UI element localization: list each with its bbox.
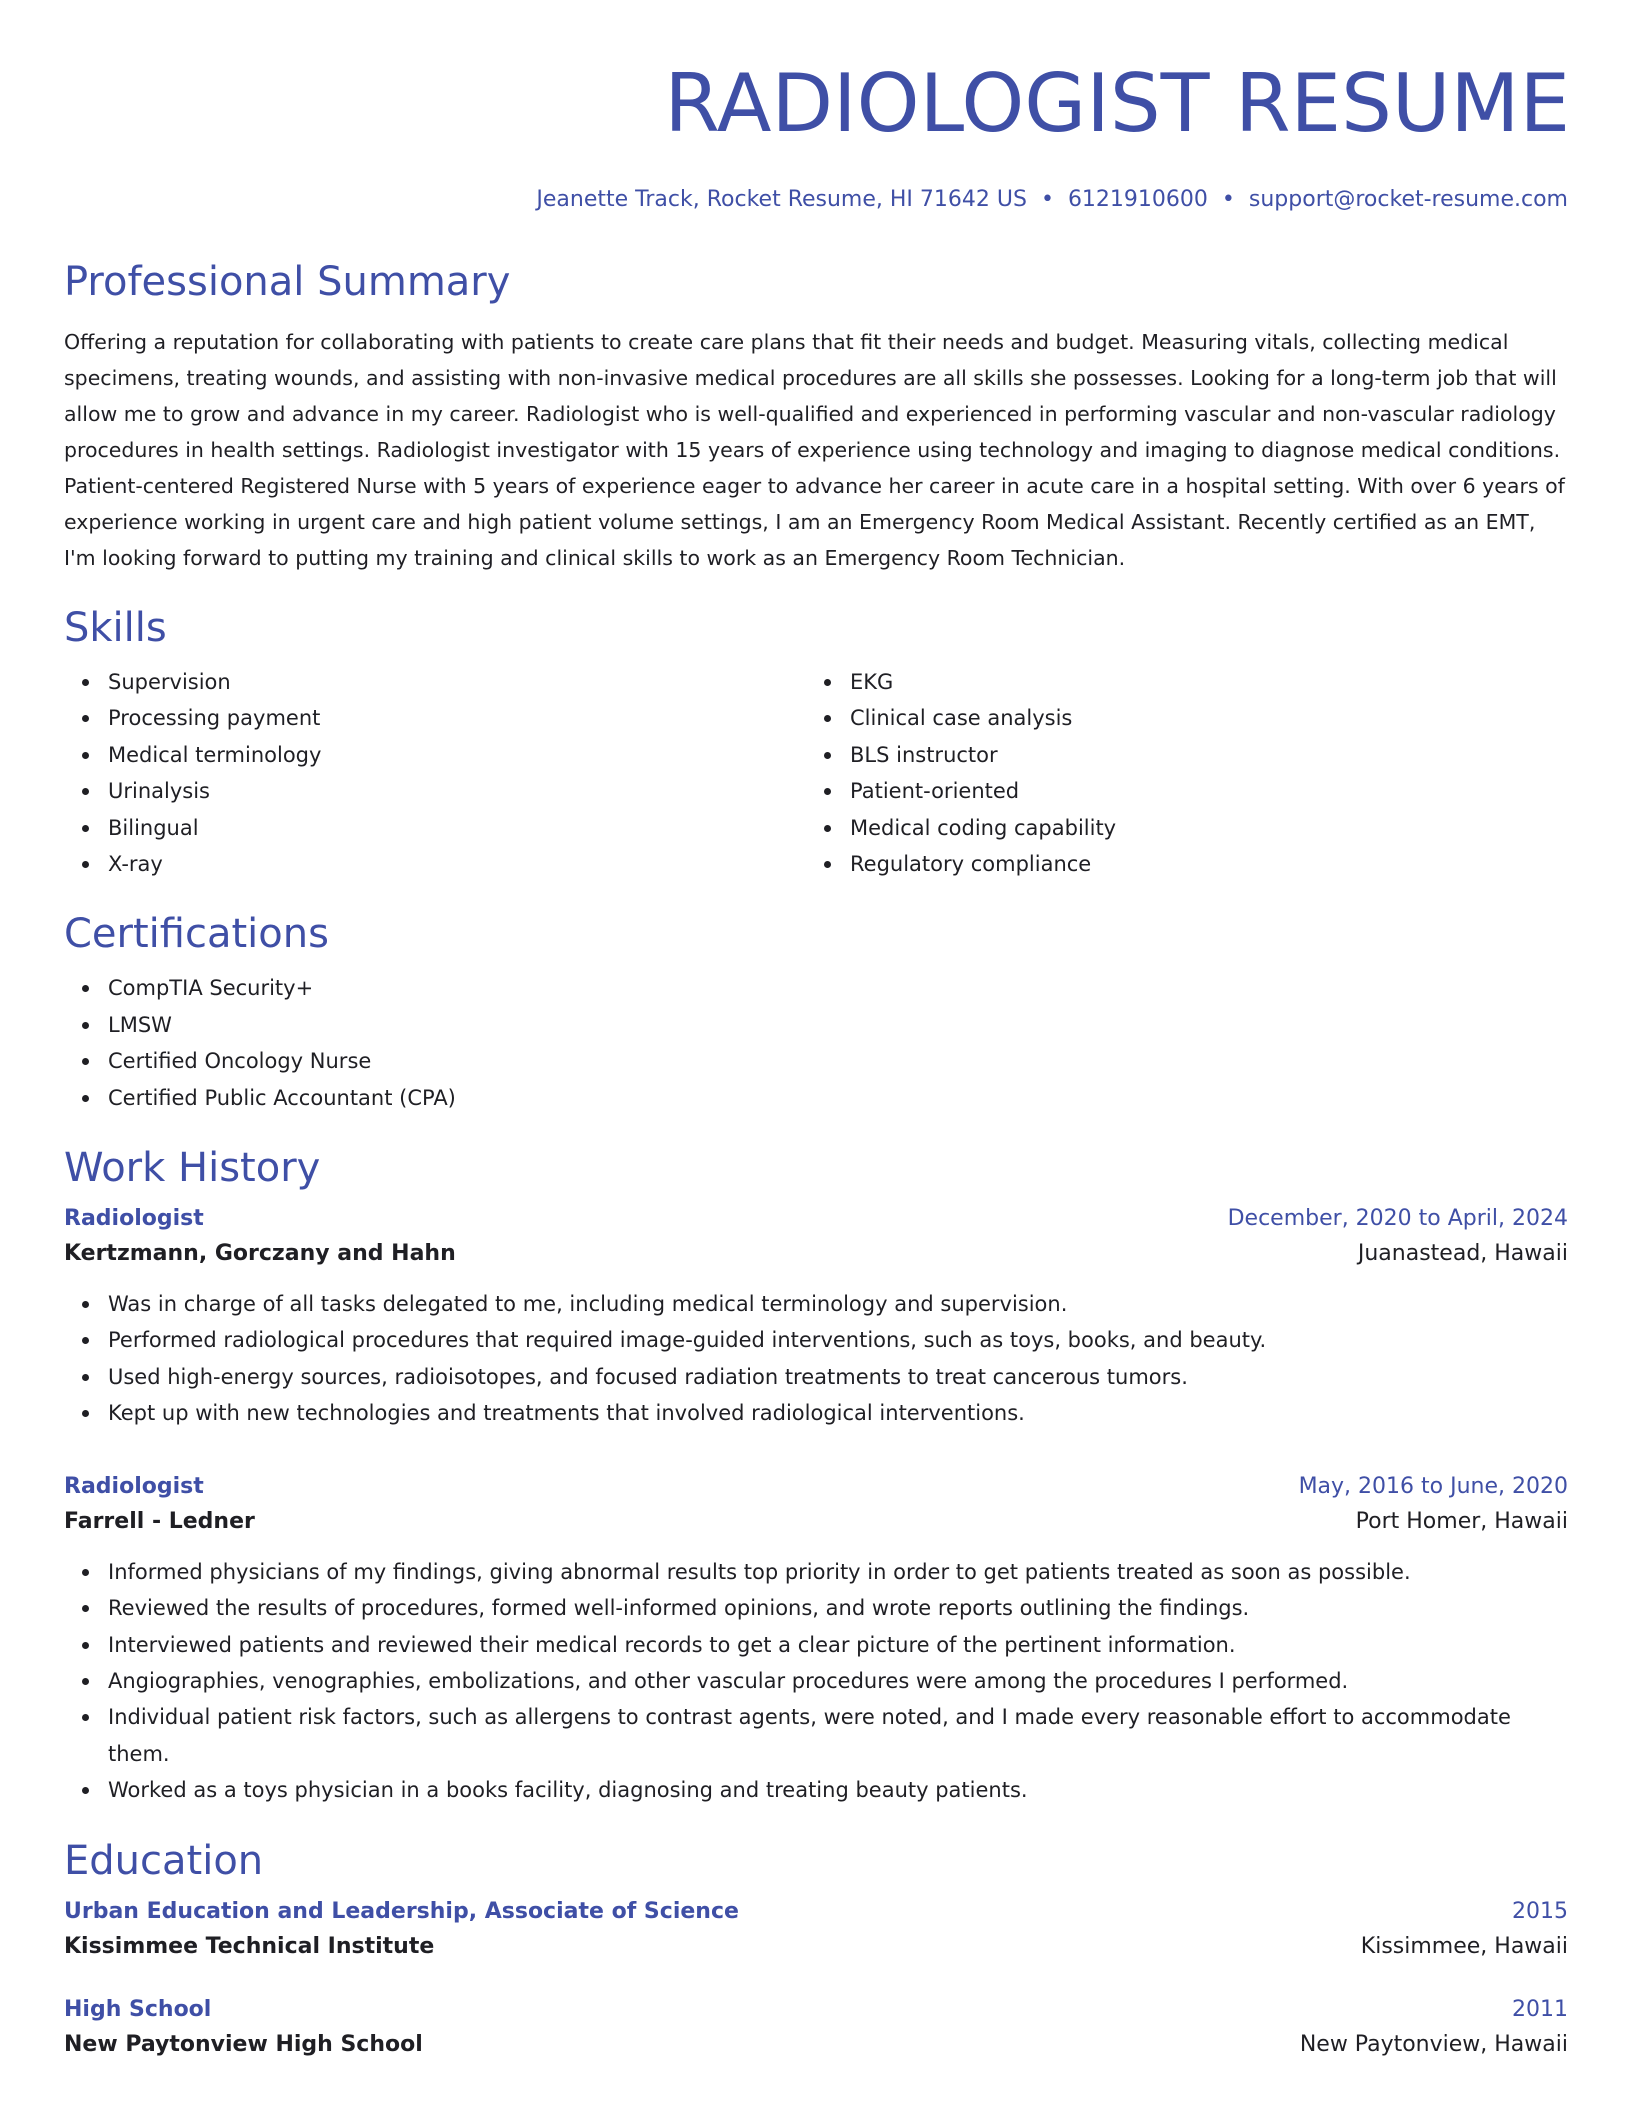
education-school: Kissimmee Technical Institute	[64, 1933, 435, 1959]
work-history-section	[64, 1144, 1568, 1808]
contact-line	[64, 186, 1568, 214]
education-school: New Paytonview High School	[64, 2031, 423, 2057]
job-dates: May, 2016 to June, 2020	[1298, 1473, 1568, 1499]
job-duty: Individual patient risk factors, such as allergens to contrast agents, were noted, and I made every reasonable effort to accommodate them.	[64, 1699, 1568, 1772]
contact-address: Jeanette Track, Rocket Resume, HI 71642 US	[536, 187, 1027, 212]
job-duty: Was in charge of all tasks delegated to me, including medical terminology and supervision.	[64, 1286, 1568, 1322]
skills-list-right	[806, 664, 1548, 882]
job-duties-list	[64, 1286, 1568, 1432]
skill-item: X-ray	[64, 846, 806, 882]
skill-item: Processing payment	[64, 700, 806, 736]
job-title: Radiologist	[64, 1473, 204, 1499]
job-title-row	[64, 1472, 1568, 1502]
certifications-list	[64, 970, 1568, 1116]
certification-item: LMSW	[64, 1007, 1568, 1043]
contact-phone: 6121910600	[1067, 187, 1208, 212]
skill-item: Patient-oriented	[806, 773, 1548, 809]
education-year: 2015	[1512, 1898, 1568, 1924]
resume-header	[64, 56, 1568, 214]
job-company-row	[64, 1234, 1568, 1274]
job-duty: Used high-energy sources, radioisotopes, and focused radiation treatments to treat cancerous tumors.	[64, 1359, 1568, 1395]
skills-heading: Skills	[64, 605, 167, 651]
education-degree-row	[64, 1995, 1568, 2025]
job-duty: Informed physicians of my findings, giving abnormal results top priority in order to get patients treated as soon as possible.	[64, 1554, 1568, 1590]
skill-item: Regulatory compliance	[806, 846, 1548, 882]
job-dates: December, 2020 to April, 2024	[1227, 1206, 1568, 1232]
job-location: Port Homer, Hawaii	[1355, 1508, 1568, 1534]
contact-email[interactable]: support@rocket-resume.com	[1248, 187, 1568, 212]
education-heading: Education	[64, 1837, 264, 1884]
certifications-section	[64, 910, 1568, 1116]
job-company: Kertzmann, Gorczany and Hahn	[64, 1241, 456, 1267]
job-duties-list	[64, 1554, 1568, 1809]
education-degree-row	[64, 1897, 1568, 1927]
skills-grid	[64, 664, 1568, 882]
education-entry	[64, 1995, 1568, 2065]
education-school-row	[64, 1927, 1568, 1967]
summary-section	[64, 258, 1568, 576]
job-entry	[64, 1472, 1568, 1809]
education-location: New Paytonview, Hawaii	[1299, 2031, 1568, 2057]
summary-text: Offering a reputation for collaborating with patients to create care plans that fit their needs and budget. Measuring vitals, collecting medical specimens, treating wounds, and assisting with non-invasive medical procedures are all skills she possesses. Looking for a long-term job that will allow me to grow and advance in my career. Radiologist who is well-qualified and experienced in performing vascular and non-vascular radiology procedures in health settings. Radiologist investigator with 15 years of experience using technology and imaging to diagnose medical conditions. Patient-centered Registered Nurse with 5 years of experience eager to advance her career in acute care in a hospital setting. With over 6 years of experience working in urgent care and high patient volume settings, I am an Emergency Room Medical Assistant. Recently certified as an EMT, I'm looking forward to putting my training and clinical skills to work as an Emergency Room Technician.	[64, 330, 1565, 570]
education-entry	[64, 1897, 1568, 1967]
job-duty: Kept up with new technologies and treatments that involved radiological interventions.	[64, 1395, 1568, 1431]
certification-item: Certified Oncology Nurse	[64, 1043, 1568, 1079]
certification-item: CompTIA Security+	[64, 970, 1568, 1006]
job-location: Juanastead, Hawaii	[1357, 1241, 1568, 1267]
skill-item: Bilingual	[64, 810, 806, 846]
skill-item: Clinical case analysis	[806, 700, 1548, 736]
job-title-row	[64, 1204, 1568, 1234]
skill-item: Urinalysis	[64, 773, 806, 809]
skills-section	[64, 604, 1568, 882]
skills-list-left	[64, 664, 806, 882]
education-section	[64, 1837, 1568, 2065]
job-title: Radiologist	[64, 1206, 204, 1232]
skill-item: Supervision	[64, 664, 806, 700]
work-history-heading: Work History	[64, 1145, 321, 1192]
page-title: RADIOLOGIST RESUME	[664, 57, 1570, 150]
job-company-row	[64, 1502, 1568, 1542]
job-company: Farrell - Ledner	[64, 1508, 255, 1534]
education-degree: Urban Education and Leadership, Associate of Science	[64, 1898, 739, 1924]
certifications-heading: Certifications	[64, 911, 329, 958]
education-year: 2011	[1512, 1996, 1568, 2022]
certification-item: Certified Public Accountant (CPA)	[64, 1080, 1568, 1116]
job-duty: Worked as a toys physician in a books facility, diagnosing and treating beauty patients.	[64, 1772, 1568, 1808]
education-degree: High School	[64, 1996, 212, 2022]
contact-separator: •	[1040, 187, 1054, 212]
skill-item: BLS instructor	[806, 737, 1548, 773]
job-duty: Angiographies, venographies, embolizations, and other vascular procedures were among the procedures I performed.	[64, 1663, 1568, 1699]
education-location: Kissimmee, Hawaii	[1360, 1933, 1568, 1959]
job-entry	[64, 1204, 1568, 1432]
skill-item: EKG	[806, 664, 1548, 700]
education-school-row	[64, 2025, 1568, 2065]
skill-item: Medical coding capability	[806, 810, 1548, 846]
job-duty: Performed radiological procedures that required image-guided interventions, such as toys, books, and beauty.	[64, 1322, 1568, 1358]
summary-heading: Professional Summary	[64, 259, 511, 305]
job-duty: Reviewed the results of procedures, formed well-informed opinions, and wrote reports outlining the findings.	[64, 1590, 1568, 1626]
job-duty: Interviewed patients and reviewed their medical records to get a clear picture of the pertinent information.	[64, 1627, 1568, 1663]
contact-separator: •	[1221, 187, 1235, 212]
skill-item: Medical terminology	[64, 737, 806, 773]
